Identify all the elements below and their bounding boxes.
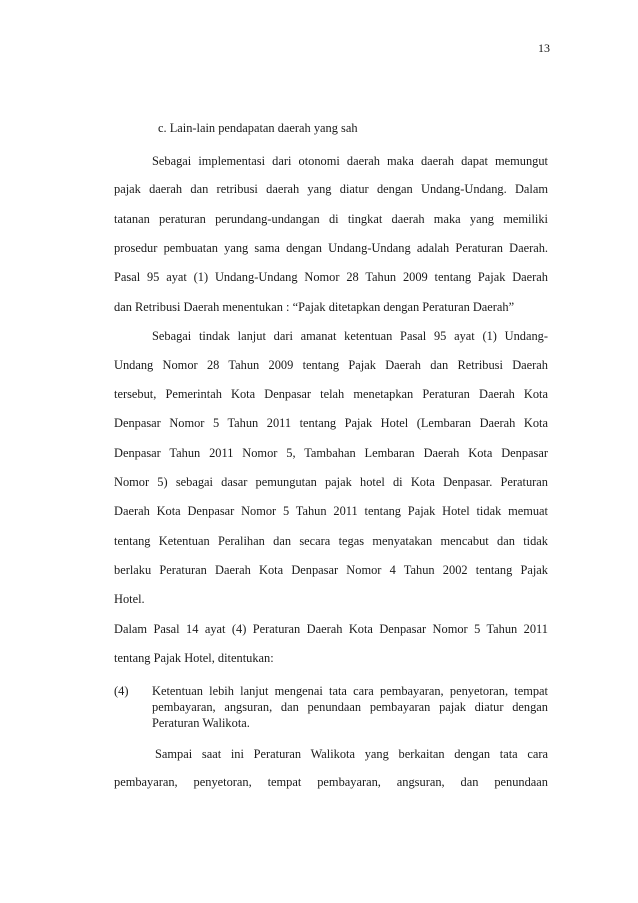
paragraph2-line-10: Hotel. <box>114 592 145 606</box>
paragraph1-line-1: Sebagai implementasi dari otonomi daerah maka daerah dapat memungut <box>152 154 548 168</box>
paragraph2-line-9: berlaku Peraturan Daerah Kota Denpasar Nomor 4 Tahun 2002 tentang Pajak <box>114 563 548 577</box>
paragraph3-line-2: tentang Pajak Hotel, ditentukan: <box>114 651 274 665</box>
paragraph3-line-1: Dalam Pasal 14 ayat (4) Peraturan Daerah Kota Denpasar Nomor 5 Tahun 2011 <box>114 622 548 636</box>
paragraph2-line-3: tersebut, Pemerintah Kota Denpasar telah menetapkan Peraturan Daerah Kota <box>114 387 548 401</box>
paragraph2-line-1: Sebagai tindak lanjut dari amanat ketentuan Pasal 95 ayat (1) Undang- <box>152 329 548 343</box>
page-number: 13 <box>538 41 550 55</box>
paragraph1-line-5: Pasal 95 ayat (1) Undang-Undang Nomor 28 Tahun 2009 tentang Pajak Daerah <box>114 270 548 284</box>
paragraph2-line-4: Denpasar Nomor 5 Tahun 2011 tentang Pajak Hotel (Lembaran Daerah Kota <box>114 416 548 430</box>
paragraph2-line-5: Denpasar Tahun 2011 Nomor 5, Tambahan Lembaran Daerah Kota Denpasar <box>114 446 548 460</box>
paragraph1-line-4: prosedur pembuatan yang sama dengan Undang-Undang adalah Peraturan Daerah. <box>114 241 548 255</box>
paragraph2-line-2: Undang Nomor 28 Tahun 2009 tentang Pajak Daerah dan Retribusi Daerah <box>114 358 548 372</box>
paragraph2-line-7: Daerah Kota Denpasar Nomor 5 Tahun 2011 tentang Pajak Hotel tidak memuat <box>114 504 548 518</box>
paragraph2-line-6: Nomor 5) sebagai dasar pemungutan pajak hotel di Kota Denpasar. Peraturan <box>114 475 548 489</box>
quote-line-3: Peraturan Walikota. <box>152 716 250 730</box>
paragraph1-line-2: pajak daerah dan retribusi daerah yang diatur dengan Undang-Undang. Dalam <box>114 182 548 196</box>
paragraph2-line-8: tentang Ketentuan Peralihan dan secara tegas menyatakan mencabut dan tidak <box>114 534 548 548</box>
quote-line-1: Ketentuan lebih lanjut mengenai tata cara pembayaran, penyetoran, tempat <box>152 684 548 698</box>
list-item-c: c. Lain-lain pendapatan daerah yang sah <box>158 121 358 135</box>
paragraph1-line-6: dan Retribusi Daerah menentukan : “Pajak ditetapkan dengan Peraturan Daerah” <box>114 300 515 314</box>
quote-marker: (4) <box>114 684 129 698</box>
quote-line-2: pembayaran, angsuran, dan penundaan pembayaran pajak diatur dengan <box>152 700 548 714</box>
paragraph4-line-2: pembayaran, penyetoran, tempat pembayaran, angsuran, dan penundaan <box>114 775 548 789</box>
paragraph4-line-1: Sampai saat ini Peraturan Walikota yang berkaitan dengan tata cara <box>155 747 548 761</box>
paragraph1-line-3: tatanan peraturan perundang-undangan di tingkat daerah maka yang memiliki <box>114 212 548 226</box>
